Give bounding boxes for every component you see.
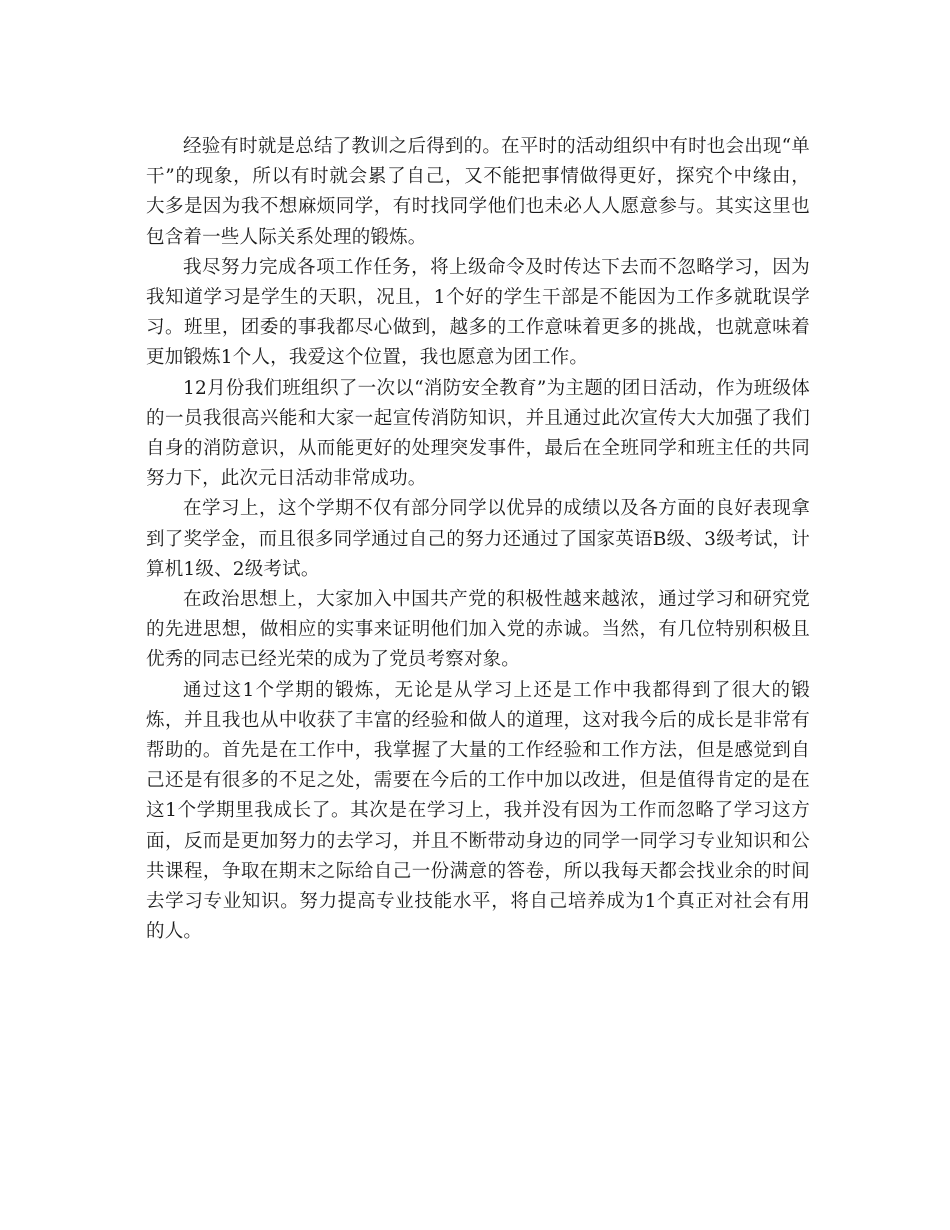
document-body <box>146 132 810 947</box>
paragraph-work-tasks: 我尽努力完成各项工作任务，将上级命令及时传达下去而不忽略学习，因为我知道学习是学生的天职，况且，1个好的学生干部是不能因为工作多就耽误学习。班里，团委的事我都尽心做到，越多的工作意味着更多的挑战，也就意味着更加锻炼1个人，我爱这个位置，我也愿意为团工作。 <box>146 256 810 369</box>
paragraph-lessons: 经验有时就是总结了教训之后得到的。在平时的活动组织中有时也会出现“单干”的现象，所以有时就会累了自己，又不能把事情做得更好，探究个中缘由，大多是因为我不想麻烦同学，有时找同学他们也未必人人愿意参与。其实这里也包含着一些人际关系处理的锻炼。 <box>146 136 810 248</box>
paragraph-fire-safety-activity: 12月份我们班组织了一次以“消防安全教育”为主题的团日活动，作为班级体的一员我很高兴能和大家一起宣传消防知识，并且通过此次宣传大大加强了我们自身的消防意识，从而能更好的处理突发事件，最后在全班同学和班主任的共同努力下，此次元日活动非常成功。 <box>146 377 810 490</box>
paragraph-study: 在学习上，这个学期不仅有部分同学以优异的成绩以及各方面的良好表现拿到了奖学金，而且很多同学通过自己的努力还通过了国家英语B级、3级考试，计算机1级、2级考试。 <box>146 498 810 580</box>
paragraph-semester-summary: 通过这1个学期的锻炼，无论是从学习上还是工作中我都得到了很大的锻炼，并且我也从中收获了丰富的经验和做人的道理，这对我今后的成长是非常有帮助的。首先是在工作中，我掌握了大量的工作经验和工作方法，但是感觉到自己还是有很多的不足之处，需要在今后的工作中加以改进，但是值得肯定的是在这1个学期里我成长了。其次是在学习上，我并没有因为工作而忽略了学习这方面，反而是更加努力的去学习，并且不断带动身边的同学一同学习专业知识和公共课程，争取在期末之际给自己一份满意的答卷，所以我每天都会找业余的时间去学习专业知识。努力提高专业技能水平，将自己培养成为1个真正对社会有用的人。 <box>146 679 810 943</box>
paragraph-political-thought: 在政治思想上，大家加入中国共产党的积极性越来越浓，通过学习和研究党的先进思想，做相应的实事来证明他们加入党的赤诚。当然，有几位特别积极且优秀的同志已经光荣的成为了党员考察对象。 <box>146 589 810 671</box>
